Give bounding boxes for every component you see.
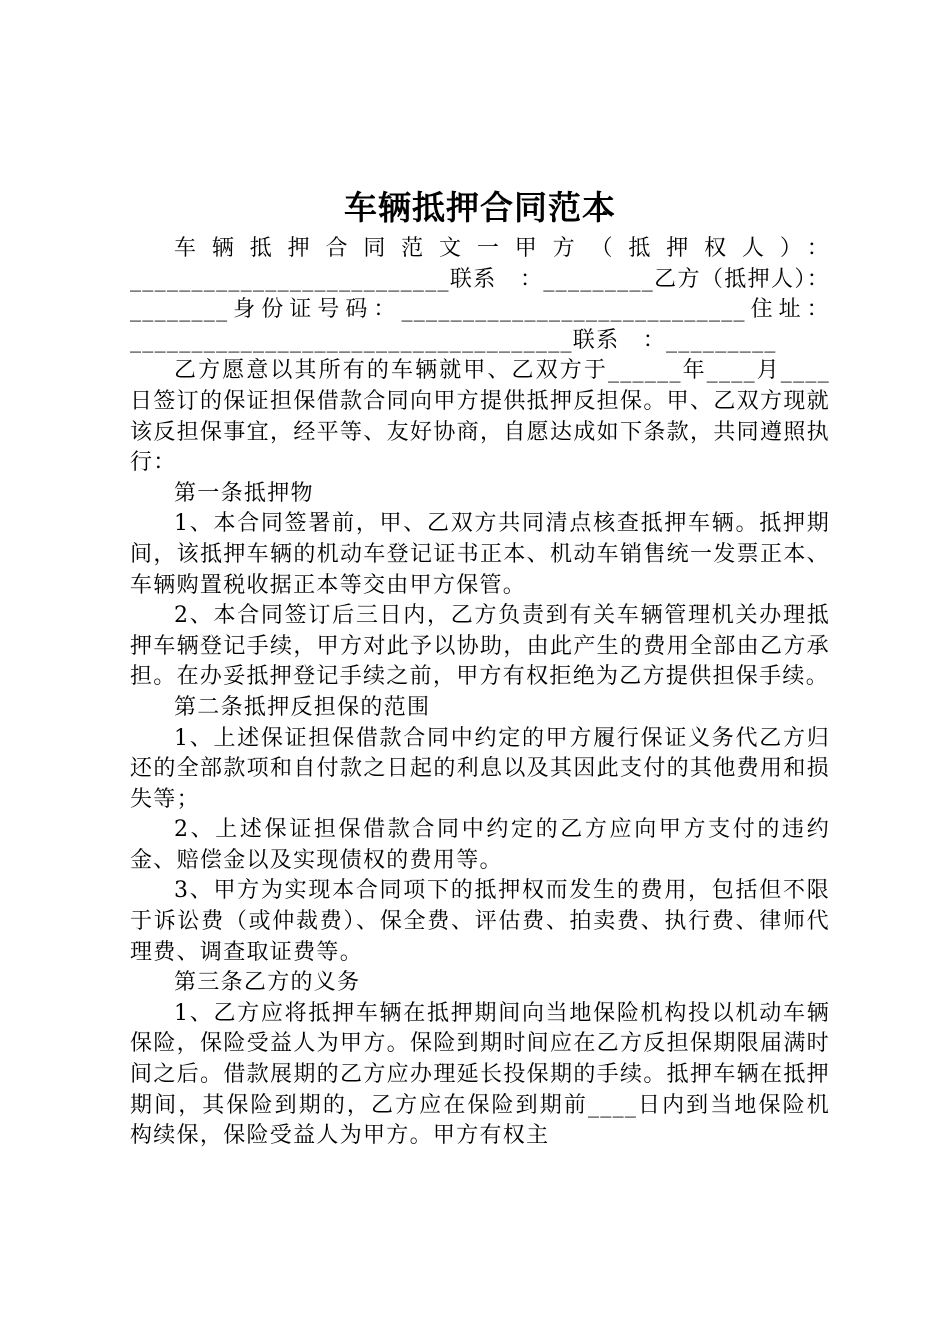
article-2-clause-2: 2、上述保证担保借款合同中约定的乙方应向甲方支付的违约金、赔偿金以及实现债权的费用等。 [130,817,830,873]
document-body [130,234,830,1152]
document-title: 车辆抵押合同范本 [344,188,616,227]
article-2-clause-3: 3、甲方为实现本合同项下的抵押权而发生的费用，包括但不限于诉讼费（或仲裁费）、保全费、评估费、拍卖费、执行费、律师代理费、调查取证费等。 [130,878,830,965]
article-1-heading: 第一条抵押物 [174,480,314,506]
document-page [130,182,830,1152]
article-2-heading: 第二条抵押反担保的范围 [174,694,431,720]
article-1-clause-1: 1、本合同签署前，甲、乙双方共同清点核查抵押车辆。抵押期间，该抵押车辆的机动车登记证书正本、机动车销售统一发票正本、车辆购置税收据正本等交由甲方保管。 [130,511,830,598]
article-3-clause-1: 1、乙方应将抵押车辆在抵押期间向当地保险机构投以机动车辆保险，保险受益人为甲方。保险到期时间应在乙方反担保期限届满时间之后。借款展期的乙方应办理延长投保期的手续。抵押车辆在抵押期间，其保险到期的，乙方应在保险到期前____日内到当地保险机构续保，保险受益人为甲方。甲方有权主 [130,1000,830,1149]
party-info-paragraph: 车辆抵押合同范文一甲方（抵押权人）：__________________________联系 ：_________乙方（抵押人）：________身份证号码：____________________________住址：____________________________________联系 ：_________ [130,236,830,353]
article-3-heading: 第三条乙方的义务 [174,970,361,996]
article-1-clause-2: 2、本合同签订后三日内，乙方负责到有关车辆管理机关办理抵押车辆登记手续，甲方对此予以协助，由此产生的费用全部由乙方承担。在办妥抵押登记手续之前，甲方有权拒绝为乙方提供担保手续。 [130,603,830,690]
article-2-clause-1: 1、上述保证担保借款合同中约定的甲方履行保证义务代乙方归还的全部款项和自付款之日起的利息以及其因此支付的其他费用和损失等； [130,725,830,812]
preamble-paragraph: 乙方愿意以其所有的车辆就甲、乙双方于______年____月____日签订的保证担保借款合同向甲方提供抵押反担保。甲、乙双方现就该反担保事宜，经平等、友好协商，自愿达成如下条款，共同遵照执行： [130,358,830,476]
